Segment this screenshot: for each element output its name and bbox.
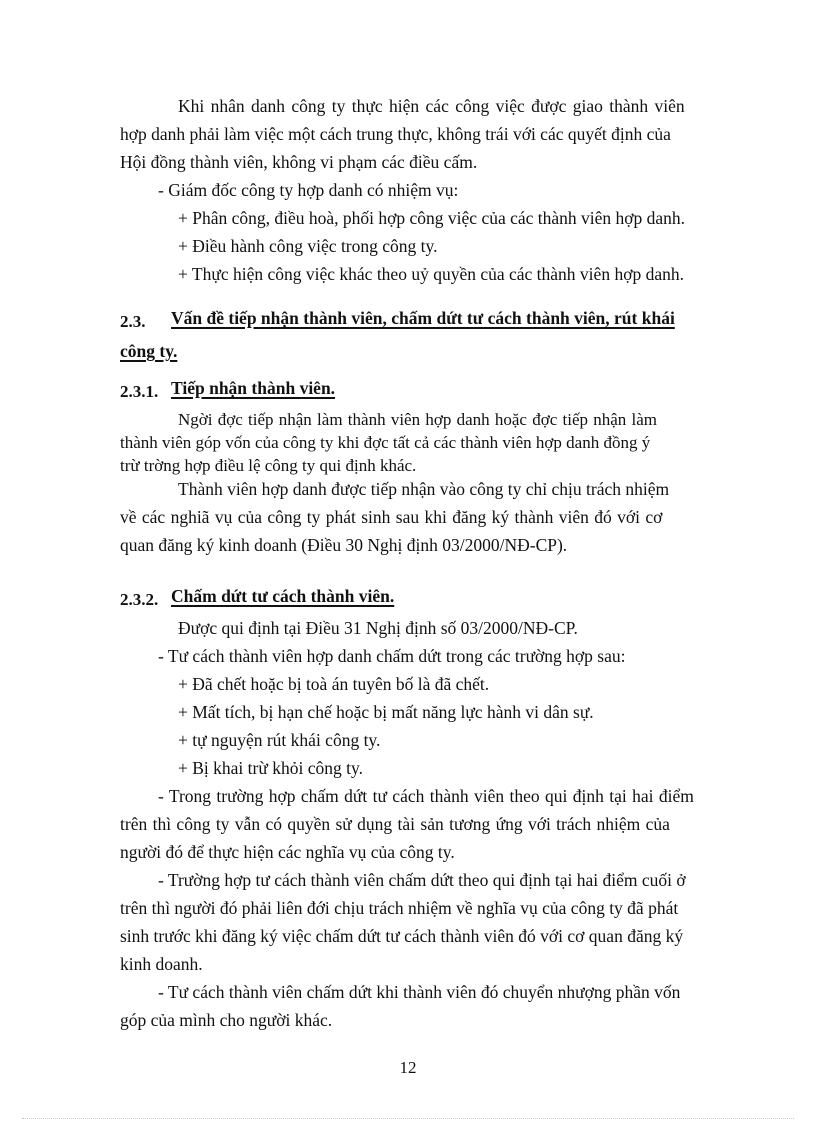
list-item: + Phân công, điều hoà, phối hợp công việc của các thành viên hợp danh. <box>178 208 686 228</box>
list-item: + Mất tích, bị hạn chế hoặc bị mất năng lực hành vi dân sự. <box>178 702 594 722</box>
list-item: + Thực hiện công việc khác theo uỷ quyền của các thành viên hợp danh. <box>178 264 684 284</box>
paragraph-line: trừ trờng hợp điều lệ công ty qui định khác. <box>120 456 417 475</box>
section-number: 2.3.1. <box>120 382 159 401</box>
paragraph-line: Thành viên hợp danh được tiếp nhận vào công ty chỉ chịu trách nhiệm <box>178 479 670 499</box>
list-item: + Đã chết hoặc bị toà án tuyên bố là đã chết. <box>178 674 490 694</box>
list-item: + Bị khai trừ khỏi công ty. <box>178 758 363 778</box>
section-title: Tiếp nhận thành viên. <box>171 378 336 398</box>
paragraph-line: - Tư cách thành viên chấm dứt khi thành viên đó chuyển nhượng phần vốn <box>158 982 681 1002</box>
list-item: + Điều hành công việc trong công ty. <box>178 236 438 256</box>
paragraph-line: về các nghiã vụ của công ty phát sinh sau khi đăng ký thành viên đó với cơ <box>120 507 663 527</box>
section-number: 2.3.2. <box>120 590 159 609</box>
list-intro: - Giám đốc công ty hợp danh có nhiệm vụ: <box>158 180 459 200</box>
paragraph-line: Ngời đợc tiếp nhận làm thành viên hợp danh hoặc đợc tiếp nhận làm <box>178 410 658 429</box>
paragraph-line: Được qui định tại Điều 31 Nghị định số 03/2000/NĐ-CP. <box>178 618 578 638</box>
section-title: Chấm dứt tư cách thành viên. <box>171 586 395 606</box>
section-title: Vấn đề tiếp nhận thành viên, chấm dứt tư cách thành viên, rút khái <box>171 308 675 328</box>
page-number: 12 <box>399 1058 417 1077</box>
list-intro: - Tư cách thành viên hợp danh chấm dứt trong các trường hợp sau: <box>158 646 626 666</box>
paragraph-line: sinh trước khi đăng ký việc chấm dứt tư cách thành viên đó với cơ quan đăng ký <box>120 926 684 946</box>
paragraph-line: góp của mình cho người khác. <box>120 1010 333 1030</box>
paragraph-line: kinh doanh. <box>120 954 203 974</box>
paragraph-line: Khi nhân danh công ty thực hiện các công việc được giao thành viên <box>178 96 685 116</box>
paragraph-line: - Trong trường hợp chấm dứt tư cách thành viên theo qui định tại hai điểm <box>158 786 694 806</box>
paragraph-line: quan đăng ký kinh doanh (Điều 30 Nghị định 03/2000/NĐ-CP). <box>120 535 568 555</box>
paragraph-line: trên thì công ty vẫn có quyền sử dụng tài sản tương ứng với trách nhiệm của <box>120 814 670 834</box>
list-item: + tự nguyện rút khái công ty. <box>178 730 381 750</box>
paragraph-line: hợp danh phải làm việc một cách trung thực, không trái với các quyết định của <box>120 124 671 144</box>
paragraph-line: Hội đồng thành viên, không vi phạm các điều cấm. <box>120 152 478 172</box>
paragraph-line: người đó để thực hiện các nghĩa vụ của công ty. <box>120 842 455 862</box>
paragraph-line: trên thì người đó phải liên đới chịu trách nhiệm về nghĩa vụ của công ty đã phát <box>120 898 679 918</box>
page-bottom-border <box>22 1118 794 1119</box>
section-title: công ty. <box>120 341 178 361</box>
paragraph-line: thành viên góp vốn của công ty khi đợc tất cả các thành viên hợp danh đồng ý <box>120 433 651 452</box>
paragraph-line: - Trường hợp tư cách thành viên chấm dứt theo qui định tại hai điểm cuối ở <box>158 870 686 890</box>
section-number: 2.3. <box>120 312 146 331</box>
